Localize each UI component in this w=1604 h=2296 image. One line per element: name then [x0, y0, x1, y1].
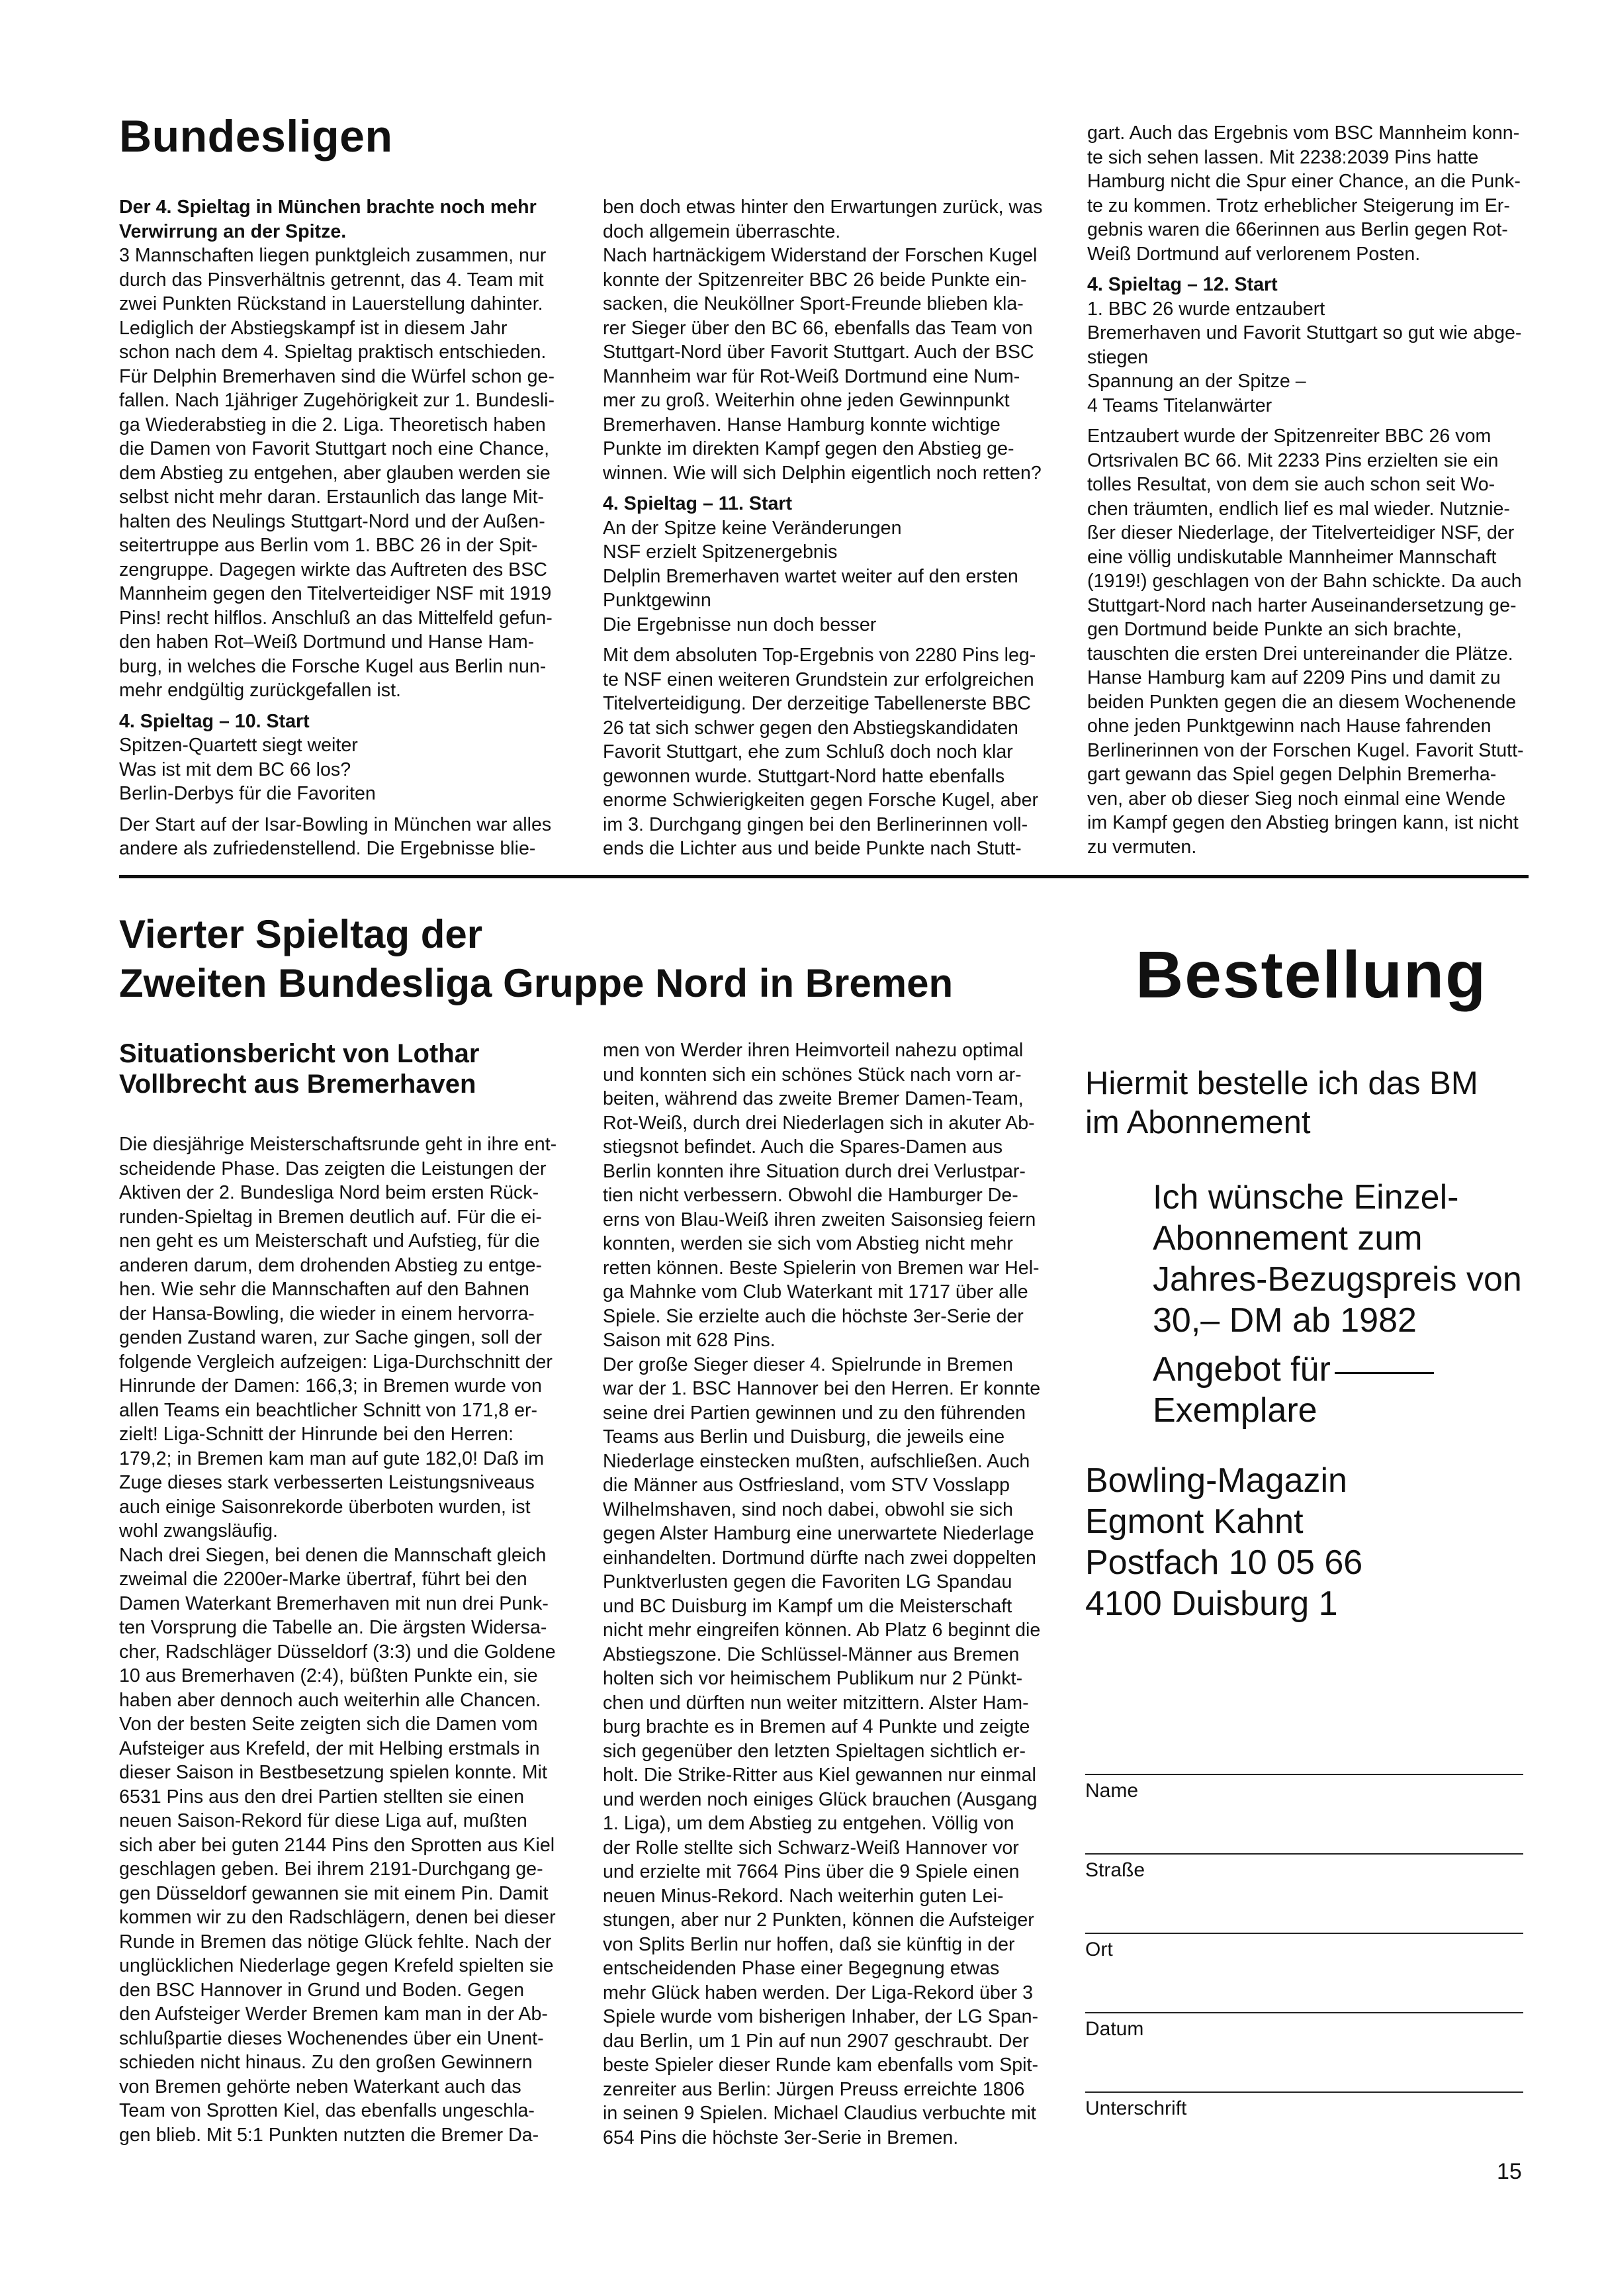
text-line: entscheidenden Phase einer Begegnung etwas	[603, 1958, 1000, 1979]
text-line: halten des Neulings Stuttgart-Nord und der Außen-	[119, 510, 545, 532]
text-line: schon nach dem 4. Spieltag praktisch entschieden.	[119, 342, 547, 363]
text-line: mer zu groß. Weiterhin ohne jeden Gewinnpunkt	[603, 390, 1010, 411]
address-line: Egmont Kahnt	[1085, 1502, 1304, 1541]
text-line: konnten, werden sie sich vom Abstieg nicht mehr	[603, 1233, 1013, 1254]
text-line: auch einige Saisonrekorde überboten wurden, ist	[119, 1496, 531, 1518]
page-number: 15	[1497, 2159, 1522, 2184]
text-line: te zu kommen. Trotz erheblicher Steigerung im Er-	[1087, 195, 1510, 216]
paragraph-spacer	[1087, 418, 1528, 424]
field-label-name: Name	[1085, 1780, 1139, 1802]
text-line: Was ist mit dem BC 66 los?	[119, 758, 351, 780]
text-line: Stuttgart-Nord über Favorit Stuttgart. Auch der BSC	[603, 342, 1034, 363]
text-line: beiten, während das zweite Bremer Damen-Team,	[603, 1088, 1024, 1109]
text-line: stungen, aber nur 2 Punkten, können die Aufsteiger	[603, 1909, 1034, 1931]
text-line: 26 tat sich schwer gegen den Abstiegskandidaten	[603, 717, 1018, 739]
text-line: zwei Punkten Rückstand in Lauerstellung dahinter.	[119, 293, 543, 314]
text-line: Delplin Bremerhaven wartet weiter auf den ersten	[603, 565, 1018, 587]
article-title-line-1: Vierter Spieltag der	[119, 912, 483, 956]
text-line: Hanse Hamburg kam auf 2209 Pins und damit zu	[1087, 667, 1501, 688]
text-line: einhandelten. Dortmund dürfte nach zwei doppelten	[603, 1547, 1036, 1569]
text-line: Spannung an der Spitze –	[1087, 371, 1306, 392]
text-line: 3 Mannschaften liegen punktgleich zusammen, nur	[119, 245, 547, 266]
text-line: runden-Spieltag in Bremen deutlich auf. Für die ei-	[119, 1206, 542, 1228]
text-line: geschlagen geben. Bei ihrem 2191-Durchgang ge-	[119, 1859, 543, 1880]
text-line: den Aufsteiger Werder Bremen kam man in der Ab-	[119, 2003, 548, 2025]
text-line: unglücklichen Niederlage gegen Krefeld spielten sie	[119, 1955, 554, 1976]
subheading-line: 4. Spieltag – 12. Start	[1087, 274, 1278, 295]
text-line: Spiele. Sie erzielte auch die höchste 3er-Serie der	[603, 1305, 1024, 1327]
text-line: mehr Glück haben werden. Der Liga-Rekord über 3	[603, 1982, 1034, 2003]
text-line: Aktiven der 2. Bundesliga Nord beim ersten Rück-	[119, 1182, 539, 1203]
text-line: ßer dieser Niederlage, der Titelverteidiger NSF, der	[1087, 522, 1515, 543]
text-line: retten können. Beste Spielerin von Bremen war Hel-	[603, 1257, 1040, 1279]
text-line: 1. BBC 26 wurde entzaubert	[1087, 298, 1325, 320]
text-line: folgende Vergleich aufzeigen: Liga-Durchschnitt der	[119, 1351, 553, 1373]
field-line-top	[1085, 1774, 1523, 1775]
section-divider	[119, 875, 1529, 878]
bundesligen-column-1	[119, 195, 560, 861]
text-line: Mannheim war für Rot-Weiß Dortmund eine Num-	[603, 365, 1020, 387]
article-title-line-2: Zweiten Bundesliga Gruppe Nord in Bremen	[119, 961, 954, 1005]
text-line: 6531 Pins aus den drei Partien stellten sie einen	[119, 1786, 524, 1808]
option-line: Ich wünsche Einzel-	[1153, 1178, 1459, 1217]
text-line: 10 aus Bremerhaven (2:4), büßten Punkte ein, sie	[119, 1665, 538, 1686]
text-line: ends die Lichter aus und beide Punkte nach Stutt-	[603, 838, 1022, 859]
option-line: Abonnement zum	[1153, 1219, 1423, 1258]
text-line: beiden Punkten gegen die an diesem Wochenende	[1087, 691, 1517, 713]
text-line: 4 Teams Titelanwärter	[1087, 394, 1272, 416]
subheading-line: 4. Spieltag – 10. Start	[119, 710, 310, 732]
text-line: dem Abstieg zu entgehen, aber glauben werden sie	[119, 462, 551, 484]
address-line: Bowling-Magazin	[1085, 1461, 1347, 1500]
text-line: den haben Rot–Weiß Dortmund und Hanse Ham-	[119, 631, 535, 653]
text-line: Der große Sieger dieser 4. Spielrunde in Bremen	[603, 1354, 1013, 1375]
paragraph-spacer	[119, 806, 560, 813]
text-line: winnen. Wie will sich Delphin eigentlich noch retten?	[603, 462, 1042, 484]
text-line: die Männer aus Ostfriesland, vom STV Vosslapp	[603, 1475, 1010, 1496]
text-line: zielt! Liga-Schnitt der Hinrunde bei den Herren:	[119, 1424, 514, 1445]
field-label-signature: Unterschrift	[1085, 2097, 1187, 2119]
text-line: nen geht es um Meisterschaft und Aufstieg, für die	[119, 1230, 540, 1252]
text-line: 179,2; in Bremen kam man auf gute 182,0! Daß im	[119, 1447, 545, 1469]
text-line: Spitzen-Quartett siegt weiter	[119, 735, 358, 756]
option-line: Exemplare	[1153, 1391, 1317, 1430]
text-line: gegen Alster Hamburg eine unerwartete Niederlage	[603, 1523, 1034, 1544]
text-line: NSF erzielt Spitzenergebnis	[603, 541, 838, 563]
text-line: Abstiegszone. Die Schlüssel-Männer aus Bremen	[603, 1643, 1020, 1665]
text-line: rer Sieger über den BC 66, ebenfalls das Team von	[603, 317, 1033, 339]
text-line: cher, Radschläger Düsseldorf (3:3) und die Goldene	[119, 1641, 556, 1663]
text-line: andere als zufriedenstellend. Die Ergebnisse blie-	[119, 838, 536, 859]
text-line: scheidende Phase. Das zeigten die Leistungen der	[119, 1158, 547, 1179]
text-line: neuen Saison-Rekord für diese Liga auf, mußten	[119, 1810, 527, 1831]
text-line: stiegsnot befindet. Auch die Spares-Damen aus	[603, 1136, 1003, 1158]
text-line: Von der besten Seite zeigten sich die Damen vom	[119, 1714, 538, 1735]
text-line: doch allgemein überraschte.	[603, 220, 841, 242]
text-line: Aufsteiger aus Krefeld, der mit Helbing erstmals in	[119, 1737, 540, 1759]
copies-blank-field[interactable]	[1335, 1372, 1434, 1374]
text-line: ten Vorsprung die Tabelle an. Die ärgsten Widersa-	[119, 1617, 547, 1638]
text-line: Punktgewinn	[603, 590, 711, 611]
text-line: burg brachte es in Bremen auf 4 Punkte und zeigte	[603, 1716, 1030, 1737]
text-line: zengruppe. Dagegen wirkte das Auftreten des BSC	[119, 559, 547, 580]
text-line: te sich sehen lassen. Mit 2238:2039 Pins hatte	[1087, 146, 1479, 168]
field-label-city: Ort	[1085, 1939, 1113, 1960]
order-intro-line-2: im Abonnement	[1085, 1105, 1311, 1140]
text-line: und BC Duisburg im Kampf um die Meisterschaft	[603, 1595, 1012, 1617]
address-line: 4100 Duisburg 1	[1085, 1584, 1338, 1623]
text-line: Berlin konnten ihre Situation durch drei Verlustpar-	[603, 1160, 1026, 1182]
text-line: gen blieb. Mit 5:1 Punkten nutzten die Bremer Da-	[119, 2124, 539, 2146]
text-line: Hamburg nicht die Spur einer Chance, an die Punk-	[1087, 171, 1521, 192]
name-field[interactable]	[1085, 1853, 1523, 1855]
text-line: Stuttgart-Nord nach harter Auseinandersetzung ge-	[1087, 594, 1517, 616]
subheading-line: Der 4. Spieltag in München brachte noch mehr	[119, 197, 537, 218]
option-copies-offer[interactable]	[1153, 1349, 1434, 1431]
field-label-street: Straße	[1085, 1859, 1145, 1881]
text-line: Mannheim gegen den Titelverteidiger NSF mit 1919	[119, 583, 552, 604]
bundesligen-column-2	[603, 195, 1044, 861]
paragraph-spacer	[119, 703, 560, 710]
text-line: dieser Saison in Bestbesetzung spielen konnte. Mit	[119, 1762, 547, 1783]
text-line: stiegen	[1087, 346, 1149, 368]
text-line: konnte der Spitzenreiter BBC 26 beide Punkte ein-	[603, 269, 1027, 291]
text-line: te NSF einen weiteren Grundstein zur erfolgreichen	[603, 668, 1034, 690]
text-line: kommen wir zu den Radschlägern, denen bei dieser	[119, 1907, 556, 1928]
text-line: der Rolle stellte sich Schwarz-Weiß Hannover vor	[603, 1837, 1019, 1859]
text-line: Lediglich der Abstiegskampf ist in diesem Jahr	[119, 317, 508, 339]
text-line: hen. Wie sehr die Mannschaften auf den Bahnen	[119, 1279, 529, 1300]
text-line: sich gegenüber den letzten Spieltagen sichtlich er-	[603, 1740, 1026, 1762]
text-line: haben aber dennoch auch weiterhin alle Chancen.	[119, 1689, 541, 1711]
text-line: genden Zustand waren, zur Sache gingen, soll der	[119, 1327, 543, 1348]
option-single-subscription[interactable]	[1153, 1177, 1522, 1341]
text-line: in seinen 9 Spielen. Michael Claudius verbuchte mit	[603, 2103, 1036, 2124]
text-line: Die Ergebnisse nun doch besser	[603, 614, 877, 635]
text-line: seine drei Partien gewinnen und zu den führenden	[603, 1402, 1026, 1424]
text-line: holten sich vor heimischem Publikum nur 2 Pünkt-	[603, 1668, 1023, 1689]
text-line: Teams aus Berlin und Duisburg, die jeweils eine	[603, 1426, 1005, 1447]
text-line: Titelverteidigung. Der derzeitige Tabellenerste BBC	[603, 693, 1031, 714]
text-line: nicht mehr eingreifen können. Ab Platz 6 beginnt die	[603, 1620, 1041, 1641]
text-line: ga Mahnke vom Club Waterkant mit 1717 über alle	[603, 1281, 1028, 1303]
text-line: Zuge dieses stark verbesserten Leistungsniveaus	[119, 1472, 535, 1493]
text-line: Berlinerinnen von der Forschen Kugel. Favorit Stutt-	[1087, 739, 1524, 761]
text-line: Team von Sprotten Kiel, das ebenfalls ungeschla-	[119, 2100, 535, 2121]
text-line: burg, in welches die Forsche Kugel aus Berlin nun-	[119, 655, 547, 677]
text-line: Die diesjährige Meisterschaftsrunde geht in ihre ent-	[119, 1134, 557, 1155]
text-line: die Damen von Favorit Stuttgart noch eine Chance,	[119, 438, 550, 459]
text-line: zu vermuten.	[1087, 836, 1197, 858]
text-line: Mit dem absoluten Top-Ergebnis von 2280 Pins leg-	[603, 645, 1036, 666]
paragraph-spacer	[1087, 266, 1528, 273]
text-line: den BSC Hannover in Grund und Boden. Gegen	[119, 1979, 525, 2001]
option-line: Angebot für	[1153, 1350, 1331, 1389]
text-line: (1919!) geschlagen von der Bahn schickte. Da auch	[1087, 571, 1522, 592]
text-line: mehr endgültig zurückgefallen ist.	[119, 680, 401, 701]
text-line: ben doch etwas hinter den Erwartungen zurück, was	[603, 197, 1043, 218]
text-line: Punkte im direkten Kampf gegen den Abstieg ge-	[603, 438, 1014, 459]
text-line: An der Spitze keine Veränderungen	[603, 517, 902, 539]
text-line: und konnten sich ein schönes Stück nach vorn ar-	[603, 1064, 1022, 1085]
text-line: 1. Liga), um dem Abstieg zu entgehen. Völlig von	[603, 1813, 1014, 1834]
text-line: anderen darum, dem drohenden Abstieg zu entge-	[119, 1254, 543, 1276]
text-line: enorme Schwierigkeiten gegen Forsche Kugel, aber	[603, 790, 1039, 811]
text-line: gewonnen wurde. Stuttgart-Nord hatte ebenfalls	[603, 765, 1005, 787]
text-line: fallen. Nach 1jähriger Zugehörigkeit zur 1. Bundesli-	[119, 390, 555, 411]
text-line: gart gewann das Spiel gegen Delphin Bremerha-	[1087, 764, 1497, 785]
text-line: Pins! recht hilflos. Anschluß an das Mittelfeld gefun-	[119, 607, 553, 629]
bundesligen-column-3	[1087, 121, 1528, 859]
text-line: gart. Auch das Ergebnis vom BSC Mannheim konn-	[1087, 122, 1520, 144]
text-line: Damen Waterkant Bremerhaven mit nun drei Punk-	[119, 1592, 549, 1614]
text-line: im 3. Durchgang gingen bei den Berlinerinnen voll-	[603, 813, 1028, 835]
text-line: 654 Pins die höchste 3er-Serie in Bremen.	[603, 2127, 959, 2148]
option-line: Jahres-Bezugspreis von	[1153, 1260, 1522, 1299]
text-line: selbst nicht mehr daran. Erstaunlich das lange Mit-	[119, 486, 545, 508]
text-line: war der 1. BSC Hannover bei den Herren. Er konnte	[603, 1378, 1041, 1399]
text-line: Für Delphin Bremerhaven sind die Würfel schon ge-	[119, 365, 555, 387]
subheading-line: 4. Spieltag – 11. Start	[603, 493, 793, 514]
text-line: Runde in Bremen das nötige Glück fehlte. Nach der	[119, 1931, 552, 1952]
text-line: gen Düsseldorf gewannen sie mit einem Pin. Damit	[119, 1882, 549, 1904]
text-line: Ortsrivalen BC 66. Mit 2233 Pins erzielten sie ein	[1087, 449, 1499, 471]
text-line: holt. Die Strike-Ritter aus Kiel gewannen nur einmal	[603, 1765, 1036, 1786]
text-line: Wilhelmshaven, sind noch dabei, obwohl sie sich	[603, 1498, 1013, 1520]
text-line: eine völlig undiskutable Mannheimer Mannschaft	[1087, 546, 1497, 568]
city-field[interactable]	[1085, 2012, 1523, 2013]
text-line: Berlin-Derbys für die Favoriten	[119, 783, 376, 804]
text-line: Saison mit 628 Pins.	[603, 1330, 776, 1351]
text-line: Nach hartnäckigem Widerstand der Forschen Kugel	[603, 245, 1038, 266]
field-label-date: Datum	[1085, 2018, 1144, 2040]
text-line: gen Dortmund beide Punkte an sich brachte,	[1087, 619, 1462, 640]
text-line: Rot-Weiß, durch drei Niederlagen sich in akuter Ab-	[603, 1112, 1035, 1134]
text-line: gebnis waren die 66erinnen aus Berlin gegen Rot-	[1087, 219, 1508, 240]
bundesligen-title: Bundesligen	[119, 111, 393, 161]
text-line: Der Start auf der Isar-Bowling in München war alles	[119, 813, 552, 835]
text-line: allen Teams ein beachtlicher Schnitt von 171,8 er-	[119, 1399, 538, 1421]
address-line: Postfach 10 05 66	[1085, 1543, 1363, 1582]
text-line: durch das Pinsverhältnis getrennt, das 4. Team mit	[119, 269, 544, 291]
order-title: Bestellung	[1136, 938, 1488, 1012]
article-subtitle-line-1: Situationsbericht von Lothar	[119, 1039, 480, 1068]
text-line: ga Wiederabstieg in die 2. Liga. Theoretisch haben	[119, 414, 546, 436]
text-line: Punktverlusten gegen die Favoriten LG Spandau	[603, 1571, 1012, 1592]
text-line: schlußpartie dieses Wochenendes über ein Unent-	[119, 2027, 544, 2049]
text-line: Bremerhaven und Favorit Stuttgart so gut wie abge-	[1087, 322, 1522, 344]
text-line: men von Werder ihren Heimvorteil nahezu optimal	[603, 1040, 1024, 1061]
text-line: von Splits Berlin nur hoffen, daß sie künftig in der	[603, 1933, 1015, 1955]
text-line: Nach drei Siegen, bei denen die Mannschaft gleich	[119, 1544, 547, 1566]
text-line: tien nicht verbessern. Obwohl die Hamburger De-	[603, 1185, 1018, 1206]
date-field[interactable]	[1085, 2091, 1523, 2093]
text-line: sich aber bei guten 2144 Pins den Sprotten aus Kiel	[119, 1834, 555, 1856]
text-line: erns von Blau-Weiß ihren zweiten Saisonsieg feiern	[603, 1209, 1036, 1230]
text-line: der Hansa-Bowling, die wieder in einem hervorra-	[119, 1303, 535, 1324]
text-line: Spiele wurde vom bisherigen Inhaber, der LG Span-	[603, 2006, 1039, 2027]
text-line: ven, aber ob dieser Sieg noch einmal eine Wende	[1087, 788, 1506, 809]
text-line: wohl zwangsläufig.	[119, 1520, 279, 1541]
text-line: im Kampf gegen den Abstieg bringen kann, ist nicht	[1087, 812, 1519, 833]
paragraph-spacer	[603, 485, 1044, 492]
text-line: sacken, die Neuköllner Sport-Freunde blieben kla-	[603, 293, 1024, 314]
text-line: zenreiter aus Berlin: Jürgen Preuss erreichte 1806	[603, 2078, 1025, 2100]
option-line: 30,– DM ab 1982	[1153, 1301, 1417, 1340]
text-line: Bremerhaven. Hanse Hamburg konnte wichtige	[603, 414, 1001, 436]
paragraph-spacer	[603, 637, 1044, 643]
text-line: chen und dürften nun weiter mitzittern. Alster Ham-	[603, 1692, 1029, 1714]
text-line: Entzaubert wurde der Spitzenreiter BBC 26 vom	[1087, 426, 1492, 447]
text-line: und werden noch einiges Glück brauchen (Ausgang	[603, 1788, 1038, 1810]
text-line: Favorit Stuttgart, ehe zum Schluß doch noch klar	[603, 741, 1013, 762]
text-line: beste Spieler dieser Runde kam ebenfalls vom Spit-	[603, 2054, 1038, 2076]
text-line: Weiß Dortmund auf verlorenem Posten.	[1087, 243, 1421, 265]
text-line: zweimal die 2200er-Marke übertraf, führt bei den	[119, 1569, 527, 1590]
order-address	[1085, 1460, 1362, 1624]
text-line: und erzielte mit 7664 Pins über die 9 Spiele einen	[603, 1861, 1020, 1882]
text-line: tauschten die ersten Drei untereinander die Plätze.	[1087, 643, 1513, 665]
street-field[interactable]	[1085, 1933, 1523, 1934]
text-line: Niederlage einstecken mußten, aufschließen. Auch	[603, 1450, 1030, 1472]
text-line: schieden nicht hinaus. Zu den großen Gewinnern	[119, 2052, 533, 2073]
article-column-1	[119, 1132, 560, 2147]
text-line: von Bremen gehörte neben Waterkant auch das	[119, 2076, 521, 2097]
article-subtitle-line-2: Vollbrecht aus Bremerhaven	[119, 1070, 476, 1099]
text-line: neuen Minus-Rekord. Nach weiterhin guten Lei-	[603, 1885, 1004, 1907]
text-line: dau Berlin, um 1 Pin auf nun 2907 geschraubt. Der	[603, 2030, 1029, 2052]
text-line: chen träumten, endlich lief es mal wieder. Nutznie-	[1087, 498, 1510, 520]
order-intro-line-1: Hiermit bestelle ich das BM	[1085, 1066, 1478, 1101]
text-line: ohne jeden Punktgewinn nach Hause fahrenden	[1087, 715, 1492, 737]
text-line: Hinrunde der Damen: 166,3; in Bremen wurde von	[119, 1375, 542, 1397]
subheading-line: Verwirrung an der Spitze.	[119, 220, 347, 242]
text-line: tolles Resultat, von dem sie auch schon seit Wo-	[1087, 474, 1495, 495]
text-line: seitertruppe aus Berlin vom 1. BBC 26 in der Spit-	[119, 535, 538, 556]
article-column-2	[603, 1038, 1044, 2150]
